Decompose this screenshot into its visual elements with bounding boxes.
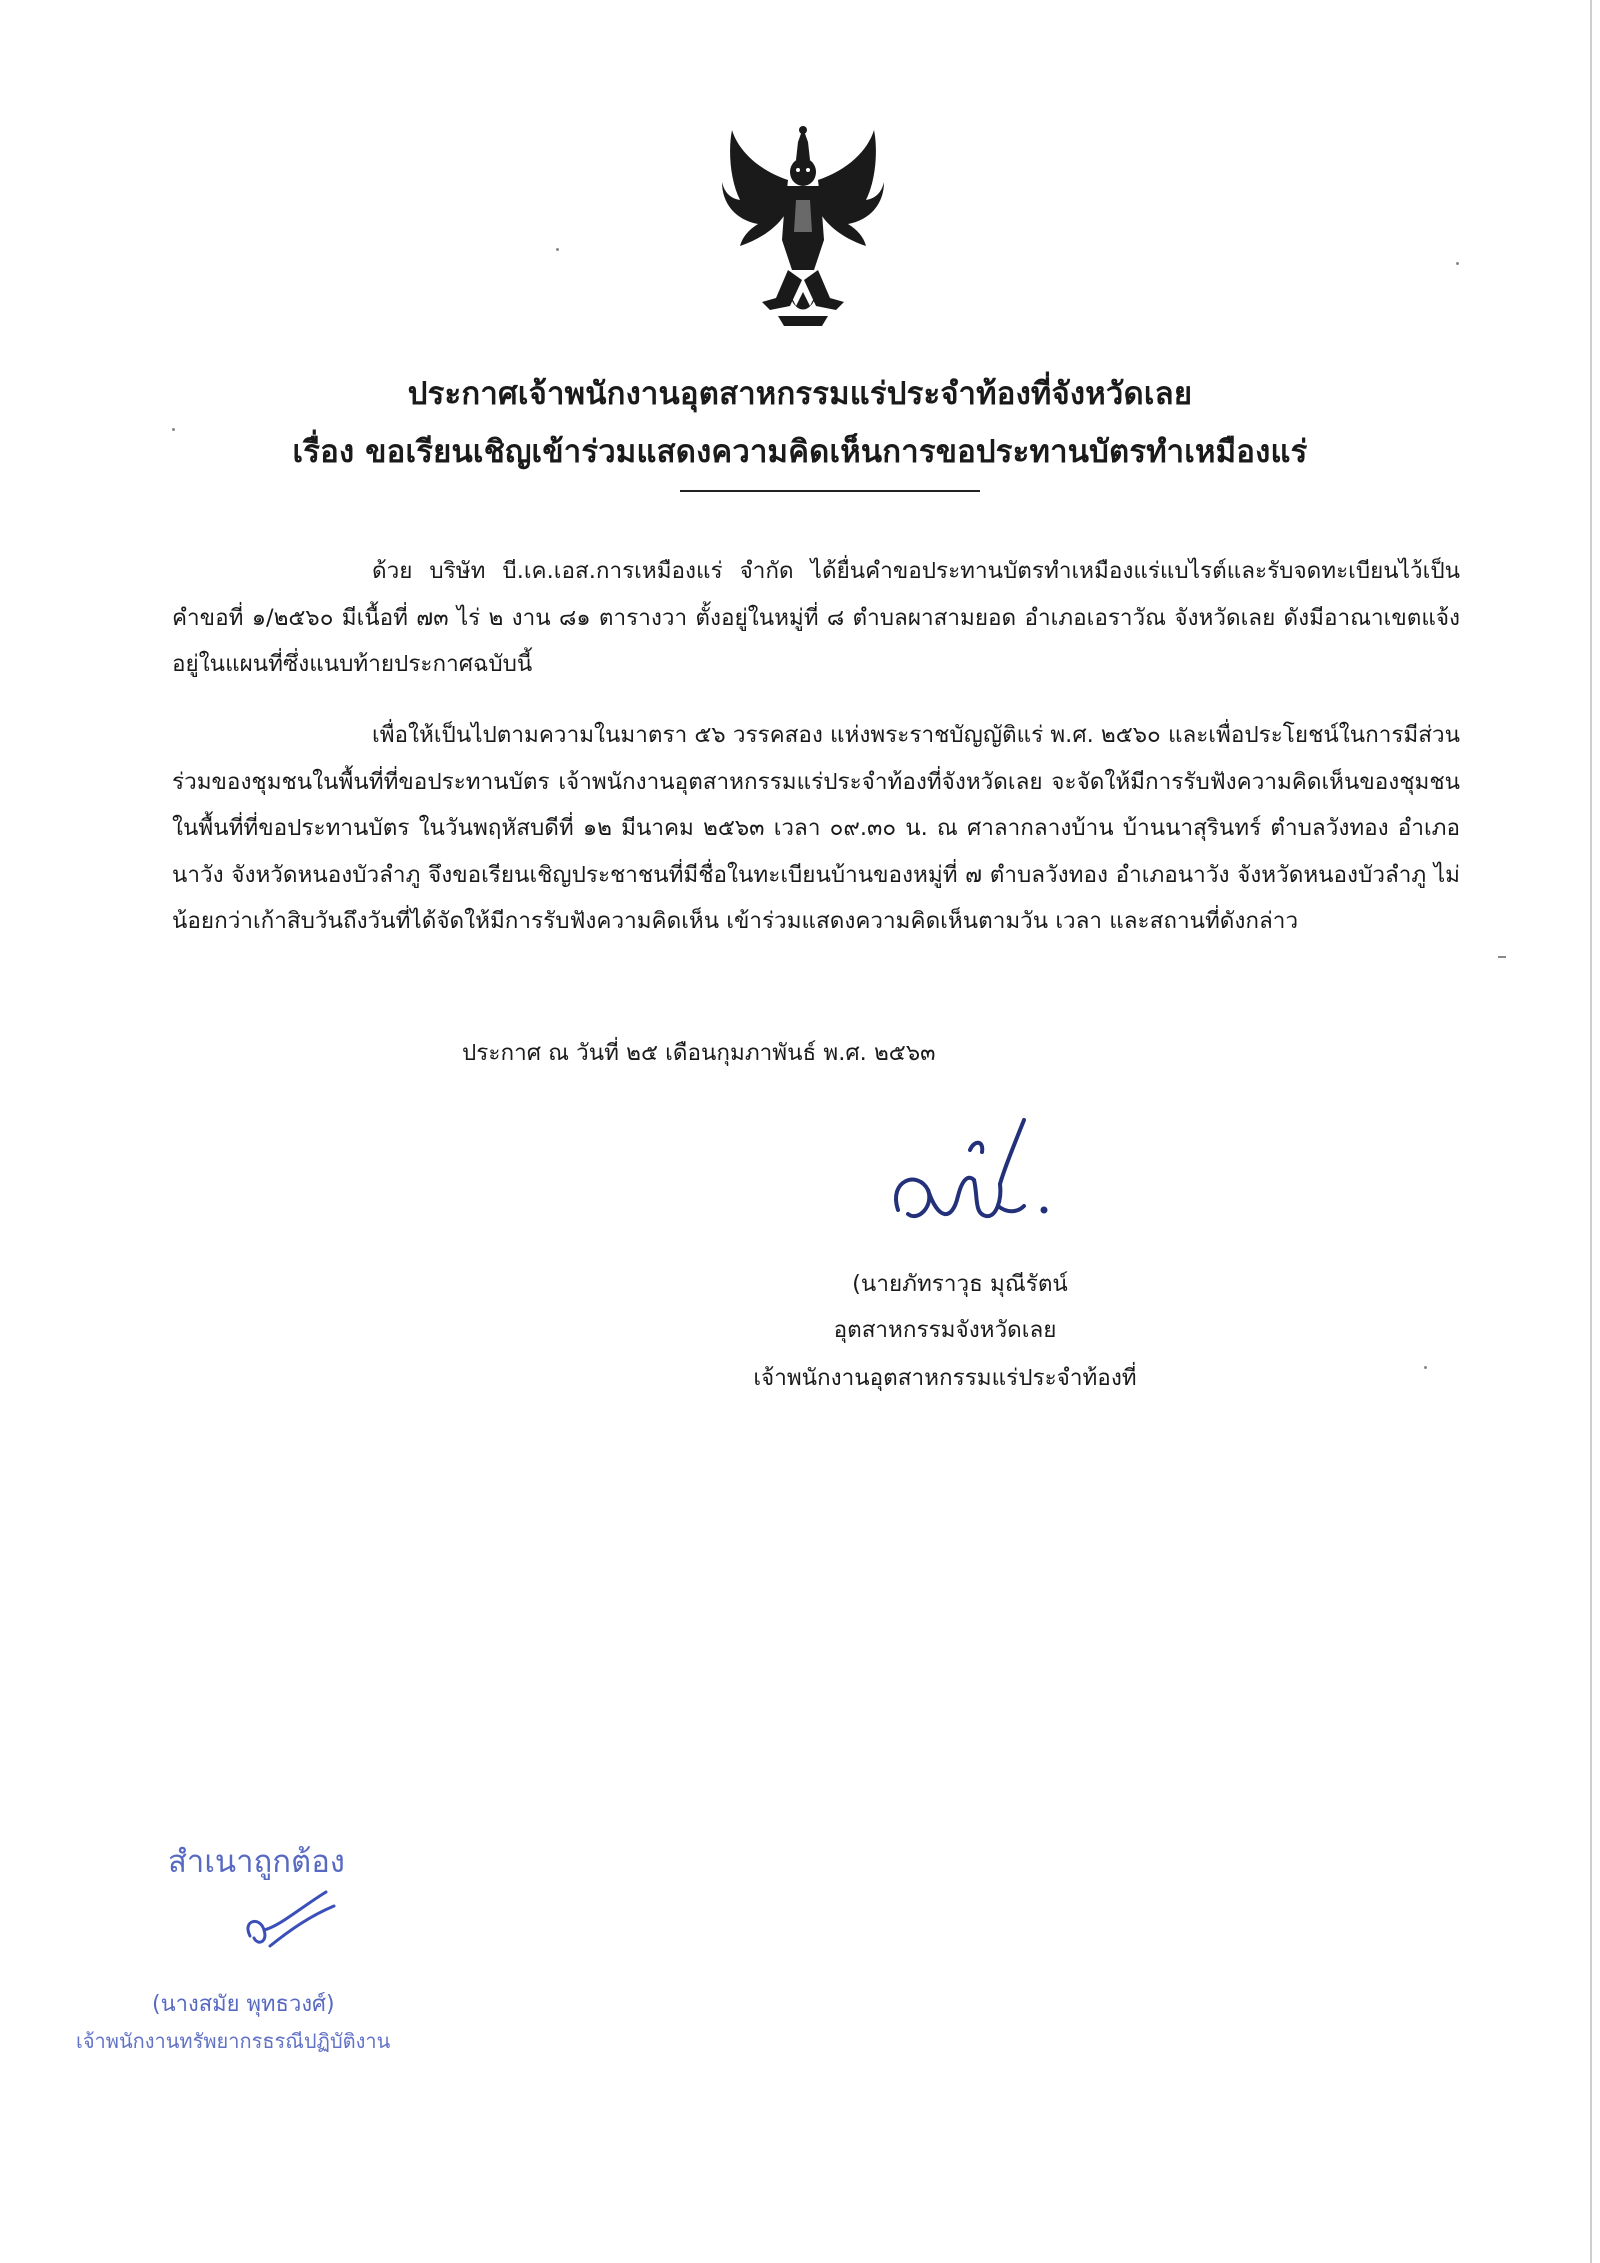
stamp-officer-name: (นางสมัย พุทธวงศ์) <box>152 1992 335 2017</box>
scan-speck <box>172 428 175 431</box>
scan-speck <box>1498 956 1506 958</box>
certified-copy-stamp <box>60 1840 520 2090</box>
signer-role: เจ้าพนักงานอุตสาหกรรมแร่ประจำท้องที่ <box>753 1365 1137 1391</box>
scan-speck <box>1456 262 1459 265</box>
body-paragraph-1 <box>172 548 1460 688</box>
certified-copy-label: สำเนาถูกต้อง <box>168 1844 345 1880</box>
garuda-emblem-icon <box>718 120 888 330</box>
announcement-title: ประกาศเจ้าพนักงานอุตสาหกรรมแร่ประจำท้องที่จังหวัดเลย <box>407 376 1193 412</box>
paragraph-1-text: ด้วย บริษัท บี.เค.เอส.การเหมืองแร่ จำกัด ได้ยื่นคำขอประทานบัตรทำเหมืองแร่แบไรต์และรับจดทะเบียนไว้เป็นคำขอที่ ๑/๒๕๖๐ มีเนื้อที่ ๗๓ ไร่ ๒ งาน ๘๑ ตารางวา ตั้งอยู่ในหมู่ที่ ๘ ตำบลผาสามยอด อำเภอเอราวัณ จังหวัดเลย ดังมีอาณาเขตแจ้งอยู่ในแผนที่ซึ่งแนบท้ายประกาศฉบับนี้ <box>172 558 1460 677</box>
announcement-subject: เรื่อง ขอเรียนเชิญเข้าร่วมแสดงความคิดเห็นการขอประทานบัตรทำเหมืองแร่ <box>292 434 1308 470</box>
stamp-signature-icon <box>230 1886 350 1956</box>
paragraph-2-text: เพื่อให้เป็นไปตามความในมาตรา ๕๖ วรรคสอง แห่งพระราชบัญญัติแร่ พ.ศ. ๒๕๖๐ และเพื่อประโยชน์ในการมีส่วนร่วมของชุมชนในพื้นที่ที่ขอประทานบัตร เจ้าพนักงานอุตสาหกรรมแร่ประจำท้องที่จังหวัดเลย จะจัดให้มีการรับฟังความคิดเห็นของชุมชนในพื้นที่ที่ขอประทานบัตร ในวันพฤหัสบดีที่ ๑๒ มีนาคม ๒๕๖๓ เวลา ๐๙.๓๐ น. ณ ศาลากลางบ้าน บ้านนาสุรินทร์ ตำบลวังทอง อำเภอนาวัง จังหวัดหนองบัวลำภู จึงขอเรียนเชิญประชาชนที่มีชื่อในทะเบียนบ้านของหมู่ที่ ๗ ตำบลวังทอง อำเภอนาวัง จังหวัดหนองบัวลำภู ไม่น้อยกว่าเก้าสิบวันถึงวันที่ได้จัดให้มีการรับฟังความคิดเห็น เข้าร่วมแสดงความคิดเห็นตามวัน เวลา และสถานที่ดังกล่าว <box>172 722 1461 934</box>
body-paragraph-2 <box>172 712 1460 945</box>
page-edge <box>1590 0 1592 2263</box>
stamp-officer-position: เจ้าพนักงานทรัพยากรธรณีปฏิบัติงาน <box>76 2029 391 2053</box>
announcement-date: ประกาศ ณ วันที่ ๒๕ เดือนกุมภาพันธ์ พ.ศ. ๒๕๖๓ <box>462 1040 936 1066</box>
scan-speck <box>556 248 559 251</box>
signer-title: อุตสาหกรรมจังหวัดเลย <box>833 1317 1057 1343</box>
title-underline <box>680 490 980 492</box>
scan-speck <box>1424 1366 1427 1369</box>
handwritten-signature-icon <box>878 1110 1078 1240</box>
signer-name: (นายภัทราวุธ มุณีรัตน์ <box>852 1271 1068 1297</box>
